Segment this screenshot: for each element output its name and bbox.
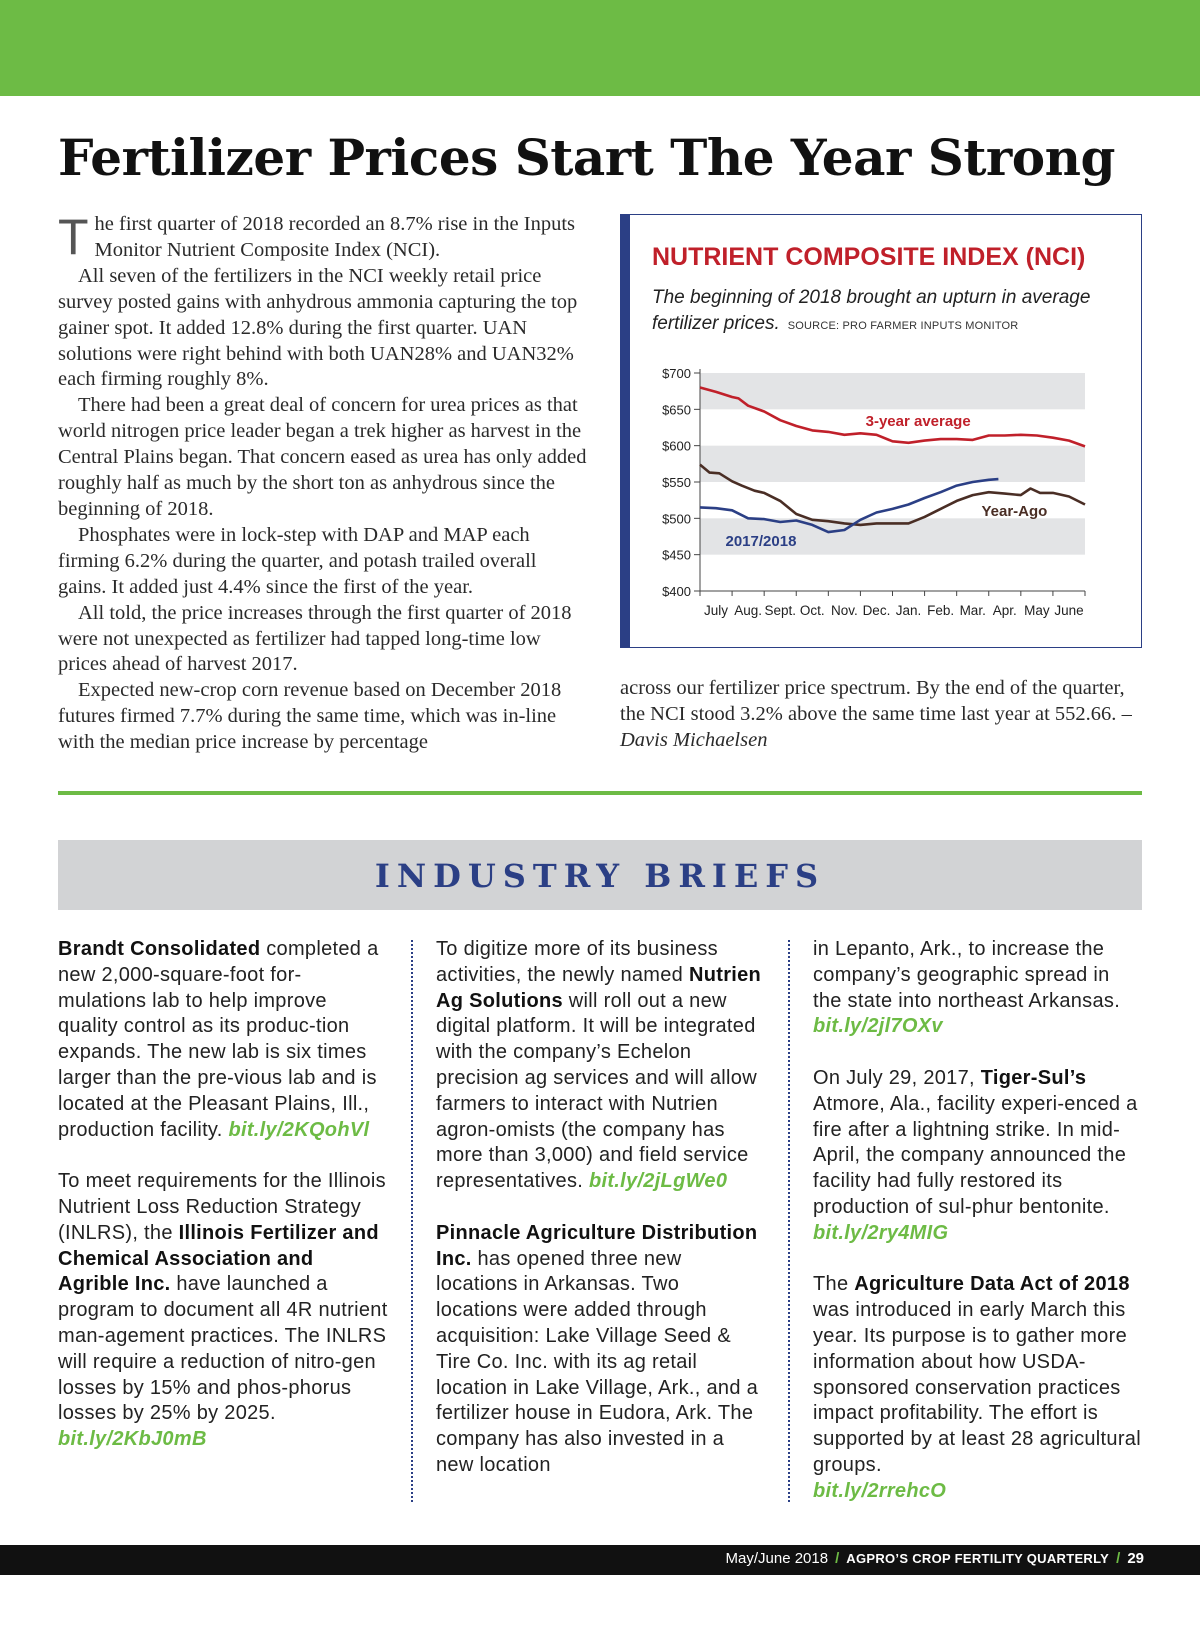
x-tick-label: June xyxy=(1054,603,1084,618)
y-tick-label: $450 xyxy=(662,547,691,563)
chart-band xyxy=(700,446,1085,482)
series-label-3yr: 3-year average xyxy=(865,413,971,431)
series-label-current: 2017/2018 xyxy=(725,532,797,550)
chart-source: SOURCE: PRO FARMER INPUTS MONITOR xyxy=(787,320,1019,332)
drop-cap: T xyxy=(58,209,89,265)
header-color-bar xyxy=(0,0,1200,96)
article-body-left xyxy=(58,209,588,756)
brief-link[interactable]: bit.ly/2ry4MIG xyxy=(813,1221,949,1244)
brief-item: Pinnacle Agriculture Distribution Inc. has opened three new locations in Arkansas. Two locations were added through acquisition: Lake Village Seed & Tire Co. Inc. with its ag retail location in Lake Village, Ark., and a fertilizer house in Eudora, Ark. The company has also invested in a new location xyxy=(436,1221,759,1476)
article-paragraph: All seven of the fertilizers in the NCI weekly retail price survey posted gains with anhydrous ammonia capturing the top gainer spot. It added 12.8% during the first quarter. UAN solutions were right behind with both UAN28% and UAN32% each firming roughly 8%. xyxy=(58,264,578,391)
brief-item: To digitize more of its business activities, the newly named Nutrien Ag Solutions will roll out a new digital platform. It will be integrated with the company’s Echelon precision ag services and will allow farmers to interact with Nutrien agron-omists (the company has more than 3,000) and field service representatives. bit.ly/2jLgWe0 xyxy=(436,938,762,1193)
section-title: INDUSTRY BRIEFS xyxy=(374,857,826,895)
brief-link[interactable]: bit.ly/2rrehcO xyxy=(813,1479,947,1502)
article-paragraph: Phosphates were in lock-step with DAP and MAP each firming 6.2% during the quarter, and potash trailed overall gains. It added just 4.4% since the first of the year. xyxy=(58,523,537,598)
y-tick-label: $550 xyxy=(662,475,691,490)
x-tick-label: Apr. xyxy=(992,603,1017,618)
brief-link[interactable]: bit.ly/2KbJ0mB xyxy=(58,1428,207,1451)
briefs-column-1 xyxy=(58,937,388,1479)
x-tick-label: Jan. xyxy=(895,603,922,618)
brief-item: On July 29, 2017, Tiger-Sul’s Atmore, Ala., facility experi-enced a fire after a lightning strike. In mid-April, the company announced the facility had fully restored its production of sul-phur bentonite. bit.ly/2ry4MIG xyxy=(813,1066,1138,1244)
footer-text xyxy=(726,1550,1145,1567)
article-body-right xyxy=(620,676,1150,754)
article-paragraph: All told, the price increases through the first quarter of 2018 were not unexpected as fertilizer had tapped long-time low prices ahead of harvest 2017. xyxy=(58,601,572,676)
y-tick-label: $700 xyxy=(662,366,691,381)
chart-band xyxy=(700,373,1085,409)
x-tick-label: July xyxy=(704,603,729,618)
page-footer xyxy=(0,1545,1200,1575)
x-tick-label: Aug. xyxy=(734,603,763,618)
y-tick-label: $650 xyxy=(662,402,691,418)
footer-separator: / xyxy=(835,1550,840,1567)
x-tick-label: Oct. xyxy=(799,603,825,618)
series-label-year-ago: Year-Ago xyxy=(981,503,1048,521)
brief-item: The Agriculture Data Act of 2018 was introduced in early March this year. Its purpose is to gather more information about how USDA-sponsored conservation practices impact profitability. The effort is supported by at least 28 agricultural groups. bit.ly/2rrehcO xyxy=(813,1273,1141,1502)
article-paragraph: There had been a great deal of concern for urea prices as that world nitrogen price leader began a trek higher as harvest in the Central Plains began. That concern eased as urea has only added roughly half as much by the short ton as anhydrous since the beginning of 2018. xyxy=(58,394,587,520)
article-paragraph: The first quarter of 2018 recorded an 8.7% rise in the Inputs Monitor Nutrient Composite Index (NCI). xyxy=(58,209,576,265)
section-divider xyxy=(58,791,1142,795)
footer-separator: / xyxy=(1116,1550,1121,1567)
brief-link[interactable]: bit.ly/2KQohVl xyxy=(228,1118,370,1141)
author-signature: –Davis Michaelsen xyxy=(620,702,1132,751)
chart-subtitle: The beginning of 2018 brought an upturn in average fertilizer prices. SOURCE: PRO FARMER INPUTS MONITOR xyxy=(652,287,1091,334)
industry-briefs-banner xyxy=(58,840,1142,910)
x-tick-label: Sept. xyxy=(764,603,796,618)
x-tick-label: May xyxy=(1024,603,1050,618)
briefs-column-3 xyxy=(813,937,1143,1530)
y-tick-label: $400 xyxy=(662,584,691,599)
x-tick-label: Mar. xyxy=(959,603,986,618)
nci-chart xyxy=(620,214,1142,648)
chart-plot xyxy=(630,345,1140,645)
x-tick-label: Nov. xyxy=(830,603,858,618)
column-divider xyxy=(411,940,413,1502)
brief-item: To meet requirements for the Illinois Nutrient Loss Reduction Strategy (INLRS), the Illinois Fertilizer and Chemical Association and Agrible Inc. have launched a program to document all 4R nutrient man-agement practices. The INLRS will require a reduction of nitro-gen losses by 15% and phos-phorus losses by 25% by 2025. bit.ly/2KbJ0mB xyxy=(58,1170,388,1451)
briefs-column-2 xyxy=(436,937,766,1505)
x-tick-label: Dec. xyxy=(862,603,891,618)
article-headline: Fertilizer Prices Start The Year Strong xyxy=(58,128,1115,187)
y-tick-label: $600 xyxy=(662,438,691,454)
brief-item: Brandt Consolidated completed a new 2,000-square-foot for-mulations lab to help improve quality control as its produc-tion expands. The new lab is six times larger than the pre-vious lab and is located at the Pleasant Plains, Ill., production facility. bit.ly/2KQohVl xyxy=(58,938,379,1141)
y-tick-label: $500 xyxy=(662,511,691,527)
brief-link[interactable]: bit.ly/2jl7OXv xyxy=(813,1015,943,1038)
brief-item: in Lepanto, Ark., to increase the company’s geographic spread in the state into northeast Arkansas. bit.ly/2jl7OXv xyxy=(813,938,1121,1038)
x-tick-label: Feb. xyxy=(927,603,955,618)
article-paragraph: Expected new-crop corn revenue based on December 2018 futures firmed 7.7% during the same time, which was in-line with the median price increase by percentage xyxy=(58,679,562,754)
footer-publication: AGPRO’S CROP FERTILITY QUARTERLY xyxy=(846,1551,1110,1566)
footer-issue: May/June 2018 xyxy=(725,1550,829,1567)
column-divider xyxy=(788,940,790,1502)
page-number: 29 xyxy=(1127,1550,1144,1567)
article-paragraph: across our fertilizer price spectrum. By the end of the quarter, the NCI stood 3.2% above the same time last year at 552.66. –Davis Michaelsen xyxy=(620,677,1132,751)
chart-title: NUTRIENT COMPOSITE INDEX (NCI) xyxy=(652,243,1086,271)
brief-link[interactable]: bit.ly/2jLgWe0 xyxy=(588,1170,728,1193)
